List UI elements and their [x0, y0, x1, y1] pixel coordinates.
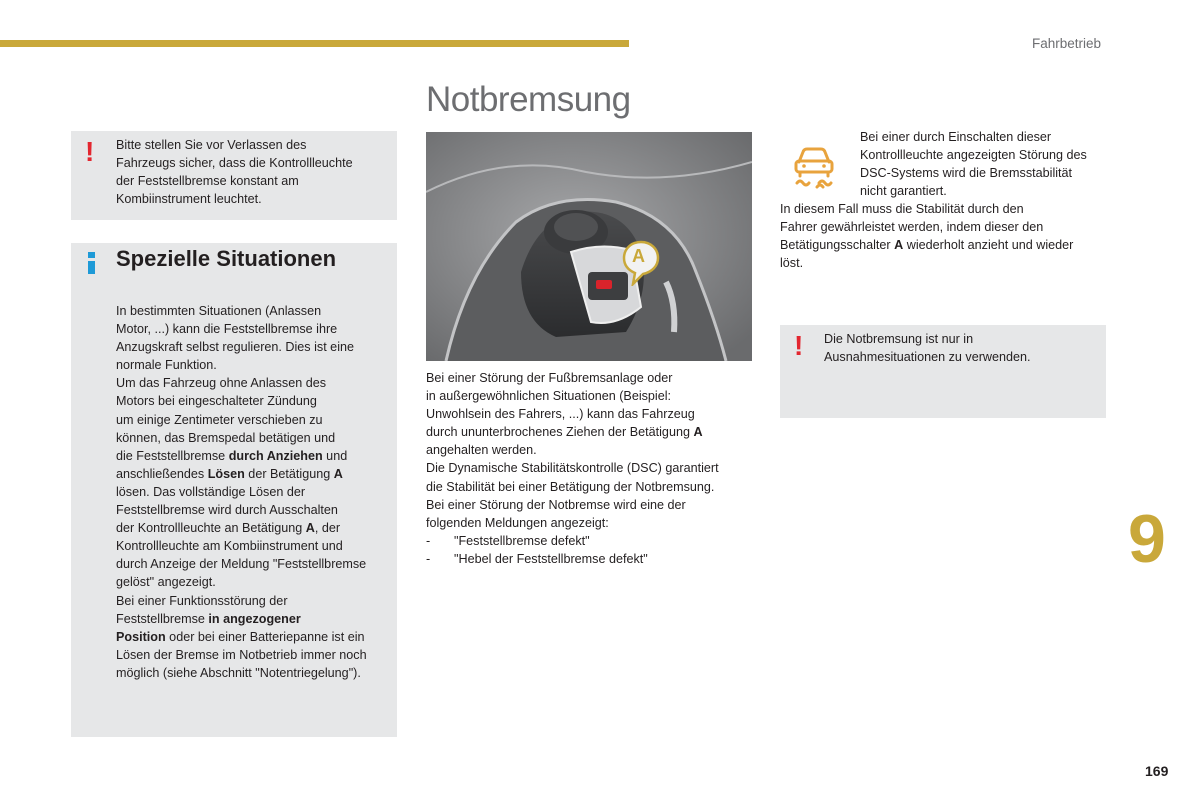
warning-line: Bitte stellen Sie vor Verlassen des — [116, 138, 307, 152]
text-line: Anzugskraft selbst regulieren. Dies ist eine — [116, 340, 354, 355]
right-body-text — [780, 200, 1120, 272]
warning-line: der Feststellbremse konstant am — [116, 174, 299, 189]
text-line: Bei einer Störung der Fußbremsanlage oder — [426, 371, 673, 385]
warning-box-parking — [71, 131, 397, 220]
text-line: Die Dynamische Stabilitätskontrolle (DSC) garantiert — [426, 461, 719, 476]
page-number: 169 — [1145, 763, 1169, 779]
page-title: Notbremsung — [426, 80, 631, 119]
text-line: durch ununterbrochenes Ziehen der Betätigung A — [426, 425, 703, 440]
text-line: Um das Fahrzeug ohne Anlassen des — [116, 376, 327, 391]
callout-a-label: A — [632, 246, 645, 266]
text-line: Motors bei eingeschalteter Zündung — [116, 394, 317, 409]
text-line: folgenden Meldungen angezeigt: — [426, 515, 609, 530]
list-item: - "Feststellbremse defekt" — [426, 533, 590, 548]
text-line: möglich (siehe Abschnitt "Notentriegelung"). — [116, 665, 361, 680]
text-line: Position oder bei einer Batteriepanne ist ein — [116, 629, 365, 644]
warning-text — [116, 136, 391, 208]
text-line: In diesem Fall muss die Stabilität durch den — [780, 202, 1024, 216]
text-line: um einige Zentimeter verschieben zu — [116, 412, 323, 427]
header-accent-bar — [0, 40, 629, 47]
dsc-note-text — [860, 128, 1120, 200]
console-illustration — [426, 132, 752, 361]
text-line: Motor, ...) kann die Feststellbremse ihre — [116, 322, 338, 337]
warning-box-emergency — [780, 325, 1106, 418]
text-line: Bei einer Störung der Notbremse wird eine der — [426, 497, 686, 512]
warning-icon: ! — [85, 136, 95, 167]
list-item: - "Hebel der Feststellbremse defekt" — [426, 551, 648, 566]
text-line: die Feststellbremse durch Anziehen und — [116, 448, 348, 463]
text-line: die Stabilität bei einer Betätigung der Notbremsung. — [426, 479, 715, 494]
warning-line: Ausnahmesituationen zu verwenden. — [824, 350, 1031, 365]
text-line: in außergewöhnlichen Situationen (Beispiel: — [426, 389, 672, 404]
parking-brake-photo — [426, 132, 752, 361]
text-line: normale Funktion. — [116, 358, 217, 373]
text-line: löst. — [780, 256, 804, 271]
text-line: Bei einer durch Einschalten dieser — [860, 130, 1052, 144]
section-name: Fahrbetrieb — [1032, 36, 1102, 51]
text-line: In bestimmten Situationen (Anlassen — [116, 304, 322, 318]
text-line: nicht garantiert. — [860, 184, 947, 199]
text-line: Lösen der Bremse im Notbetrieb immer noch — [116, 647, 367, 662]
text-line: Feststellbremse wird durch Ausschalten — [116, 503, 338, 518]
text-line: angehalten werden. — [426, 443, 537, 458]
text-line: durch Anzeige der Meldung "Feststellbremse — [116, 557, 367, 572]
dsc-warning-icon — [789, 140, 839, 190]
text-line: Fahrer gewährleistet werden, indem dieser den — [780, 220, 1044, 235]
middle-body-text — [426, 369, 756, 568]
text-line: DSC-Systems wird die Bremsstabilität — [860, 166, 1073, 181]
text-line: Unwohlsein des Fahrers, ...) kann das Fahrzeug — [426, 407, 695, 422]
text-line: Feststellbremse in angezogener — [116, 611, 301, 626]
info-icon — [88, 261, 95, 274]
chapter-number: 9 — [1128, 501, 1166, 577]
text-line: lösen. Das vollständige Lösen der — [116, 484, 306, 499]
info-body-text — [116, 302, 396, 682]
warning-text — [824, 330, 1099, 366]
warning-line: Die Notbremsung ist nur in — [824, 332, 974, 346]
warning-line: Fahrzeugs sicher, dass die Kontrollleuchte — [116, 156, 353, 171]
warning-icon: ! — [794, 330, 804, 361]
text-line: können, das Bremspedal betätigen und — [116, 430, 336, 445]
text-line: anschließendes Lösen der Betätigung A — [116, 466, 343, 481]
section-heading: Spezielle Situationen — [116, 246, 337, 271]
text-line: Kontrollleuchte angezeigten Störung des — [860, 148, 1087, 163]
text-line: der Kontrollleuchte an Betätigung A, der — [116, 521, 341, 536]
info-icon-dot — [88, 252, 95, 258]
text-line: Kontrollleuchte am Kombiinstrument und — [116, 539, 343, 554]
text-line: Betätigungsschalter A wiederholt anzieht und wieder — [780, 238, 1074, 253]
text-line: gelöst" angezeigt. — [116, 575, 216, 590]
warning-line: Kombiinstrument leuchtet. — [116, 192, 262, 207]
text-line: Bei einer Funktionsstörung der — [116, 593, 288, 608]
